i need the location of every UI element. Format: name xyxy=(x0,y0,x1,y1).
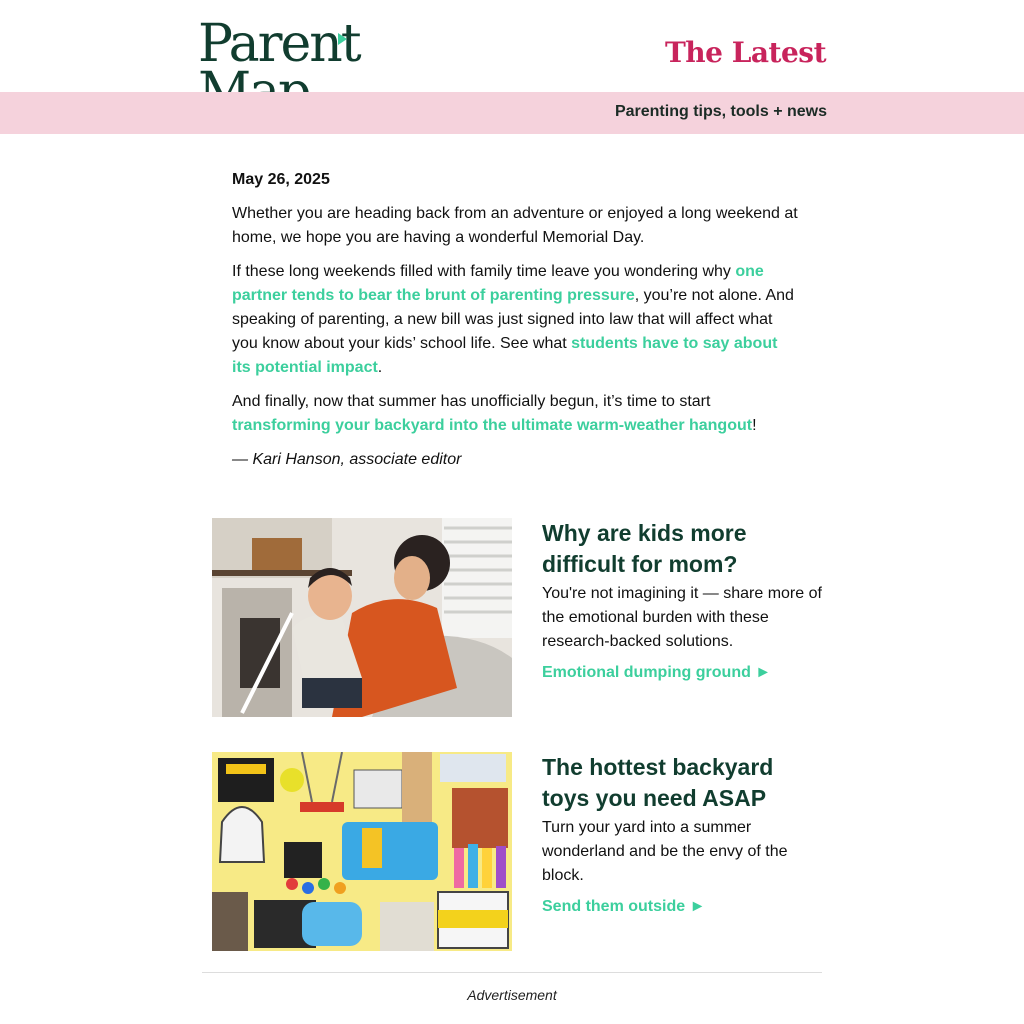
divider xyxy=(202,972,822,973)
article-card xyxy=(212,518,824,718)
article-image-backyard-toys[interactable] xyxy=(212,752,512,951)
intro-paragraph-1: Whether you are heading back from an adventure or enjoyed a long weekend at home, we hope you are having a wonderful Memorial Day. xyxy=(232,205,798,246)
header xyxy=(0,0,1024,134)
article-body xyxy=(542,518,824,682)
logo-play-icon xyxy=(338,33,347,45)
intro-text: If these long weekends filled with family time leave you wondering why xyxy=(232,263,736,280)
article-title[interactable]: Why are kids more difficult for mom? xyxy=(542,520,747,577)
section-title: The Latest xyxy=(664,36,826,69)
intro-paragraph-2 xyxy=(232,260,798,380)
article-description: Turn your yard into a summer wonderland and be the envy of the block. xyxy=(542,819,788,884)
backyard-toys-collage xyxy=(212,752,512,951)
intro-text: ! xyxy=(752,417,757,434)
intro-paragraph-3 xyxy=(232,390,798,438)
article-description: You're not imagining it — share more of the emotional burden with these research-backed solutions. xyxy=(542,585,822,650)
advertisement-label: Advertisement xyxy=(467,987,557,1003)
emotional-dumping-link[interactable]: Emotional dumping ground ► xyxy=(542,664,772,681)
intro-text: . xyxy=(377,359,383,376)
intro-text: , you’re not alone. And speaking of parenting, a new bill was just signed into law that will affect what you know about your kids’ school life. See what xyxy=(232,287,794,352)
intro-section xyxy=(232,168,798,482)
article-title[interactable]: The hottest backyard toys you need ASAP xyxy=(542,754,774,811)
tagline-band xyxy=(0,92,1024,134)
article-body xyxy=(542,752,824,916)
article-image-mom-child[interactable] xyxy=(212,518,512,717)
editor-signature: — Kari Hanson, associate editor xyxy=(232,451,462,468)
mom-child-photo xyxy=(212,518,512,717)
logo-text-parent: Parent xyxy=(198,14,360,74)
students-impact-link[interactable]: students have to say about its potential impact xyxy=(232,335,778,376)
issue-date: May 26, 2025 xyxy=(232,171,330,188)
article-card xyxy=(212,752,824,952)
backyard-hangout-link[interactable]: transforming your backyard into the ultimate warm-weather hangout xyxy=(232,417,753,434)
intro-text: And finally, now that summer has unofficially begun, it’s time to start xyxy=(232,393,711,410)
tagline: Parenting tips, tools + news xyxy=(614,103,827,120)
send-outside-link[interactable]: Send them outside ► xyxy=(542,898,706,915)
partner-pressure-link[interactable]: one partner tends to bear the brunt of parenting pressure xyxy=(232,263,764,304)
